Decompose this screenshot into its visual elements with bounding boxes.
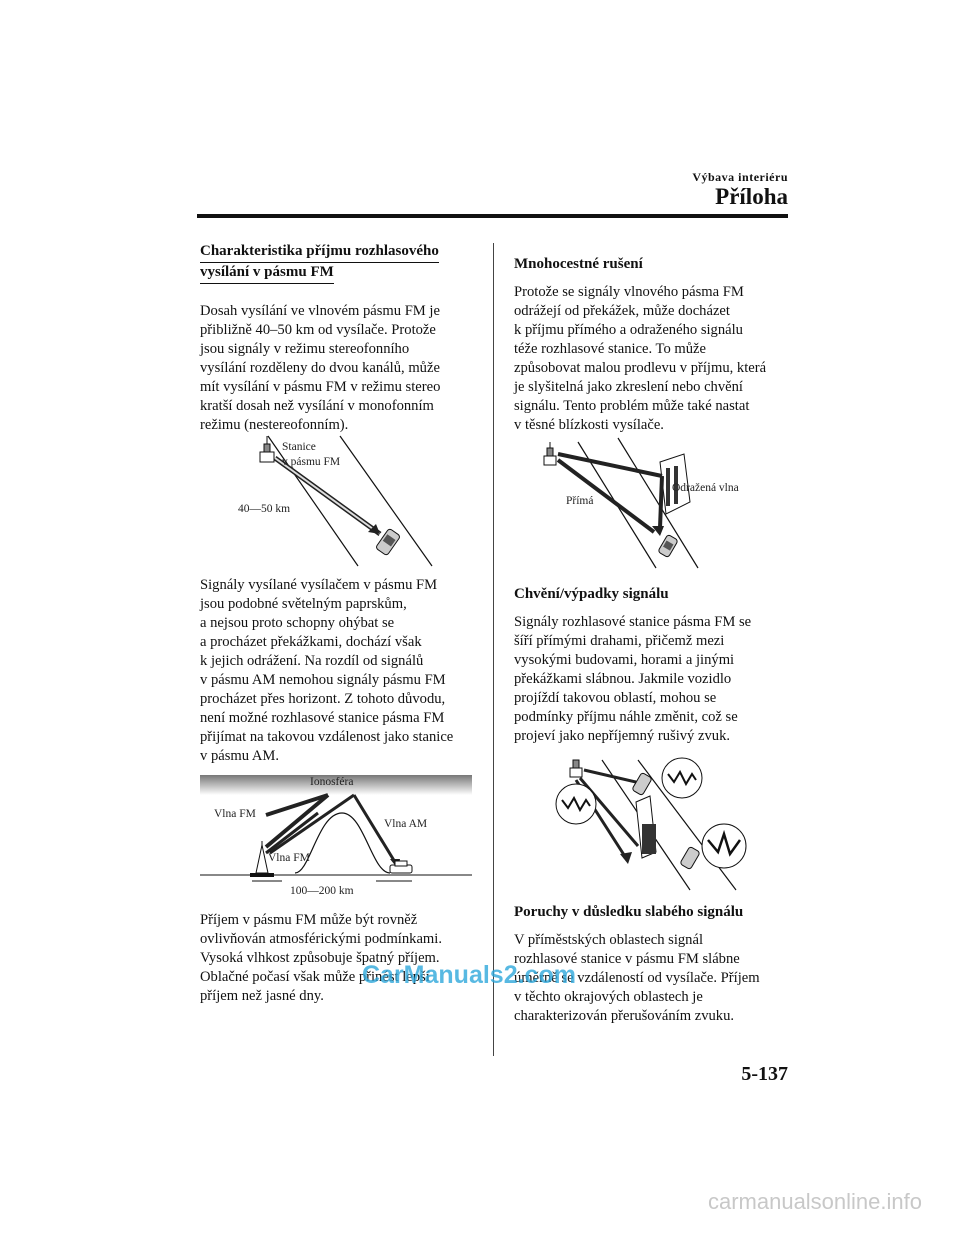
weak-signal-paragraph: V příměstských oblastech signál rozhlasové stanice v pásmu FM slábne úměrně se vzdáleností od vysílače. Příjem v těchto okrajových oblastech je charakterizován přerušováním zvuku. <box>514 932 760 1024</box>
section-subtitle: Výbava interiéru <box>692 170 788 184</box>
header-rule <box>197 214 788 218</box>
building-icon <box>636 796 656 858</box>
watermark-logo: CarManuals2.com <box>362 961 576 989</box>
heading-line-1: Charakteristika příjmu rozhlasového <box>200 242 439 263</box>
footer-watermark: carmanualsonline.info <box>707 1189 922 1214</box>
distance-label: 100—200 km <box>290 885 354 897</box>
column-divider <box>493 243 494 1056</box>
station-label-2: v pásmu FM <box>282 456 341 468</box>
page-number: 5-137 <box>741 1063 788 1085</box>
multipath-heading: Mnohocestné rušení <box>514 256 643 272</box>
flutter-figure <box>514 754 788 894</box>
heading-line-2: vysílání v pásmu FM <box>200 263 334 284</box>
multipath-paragraph: Protože se signály vlnového pásma FM odrážejí od překážek, může docházet k příjmu přímého a odraženého signálu téže rozhlasové stanice. To může způsobovat malou prodlevu v příjmu, která je slyšitelná jako zkreslení nebo chvění signálu. Tento problém může také nastat v těsné blízkosti vysílače. <box>514 284 767 433</box>
direct-wave-label: Přímá <box>566 495 594 507</box>
fm-range-figure <box>200 430 472 570</box>
fm-range-paragraph: Dosah vysílání ve vlnovém pásmu FM je přibližně 40–50 km od vysílače. Protože jsou signály v režimu stereofonního vysílání rozděleny do dvou kanálů, může mít vysílání v pásmu FM v režimu stereo kratší dosah než vysílání v monofonním režimu (nestereofonním). <box>200 303 441 433</box>
fm-wave-to-mountain <box>266 813 318 853</box>
transmitter-icon <box>570 760 582 777</box>
reflected-wave-label: Odražená vlna <box>672 482 739 494</box>
fm-reception-heading <box>200 242 472 284</box>
fm-wave-upper-label: Vlna FM <box>214 808 256 820</box>
distance-label: 40—50 km <box>238 503 291 515</box>
car-icon <box>658 534 678 557</box>
weak-signal-heading: Poruchy v důsledku slabého signálu <box>514 904 744 920</box>
station-label-1: Stanice <box>282 441 316 453</box>
atmospheric-paragraph: Příjem v pásmu FM může být rovněž ovlivňován atmosférickými podmínkami. Vysoká vlhkost způsobuje špatný příjem. Oblačné počasí však může přinést lepší příjem než jasné dny. <box>200 912 442 1004</box>
multipath-figure <box>514 432 788 570</box>
section-title: Příloha <box>715 184 788 209</box>
fm-am-figure <box>200 773 472 898</box>
transmitter-icon <box>260 436 274 462</box>
am-wave-up <box>270 795 354 853</box>
flutter-paragraph: Signály rozhlasové stanice pásma FM se šíří přímými drahami, přičemž mezi vysokými budovami, horami a jinými překážkami slábnou. Jakmile vozidlo projíždí takovou oblastí, mohou se podmínky příjmu náhle změnit, což se projeví jako nepříjemný rušivý zvuk. <box>514 614 752 744</box>
mountain <box>295 813 390 873</box>
noise-burst-icon <box>702 824 746 868</box>
car-icon <box>680 846 700 869</box>
car-icon <box>632 772 652 795</box>
noise-bubble-icon <box>662 758 702 798</box>
am-wave-label: Vlna AM <box>384 818 428 830</box>
fm-propagation-paragraph: Signály vysílané vysílačem v pásmu FM jsou podobné světelným paprskům, a nejsou proto schopny ohýbat se a procházet překážkami, dochází však k jejich odrážení. Na rozdíl od signálů v pásmu AM nemohou signály pásmu FM procházet přes horizont. Z tohoto důvodu, není možné rozhlasové stanice pásma FM přijímat na takovou vzdálenost jako stanice v pásmu AM. <box>200 577 454 764</box>
noise-bubble-icon <box>556 784 596 824</box>
fm-wave-lower-label: Vlna FM <box>268 852 310 864</box>
am-wave-down <box>354 795 398 867</box>
flutter-heading: Chvění/výpadky signálu <box>514 586 669 602</box>
ionosphere-label: Ionosféra <box>310 776 354 788</box>
reflected-wave-back <box>660 476 662 528</box>
transmitter-icon <box>544 442 556 465</box>
